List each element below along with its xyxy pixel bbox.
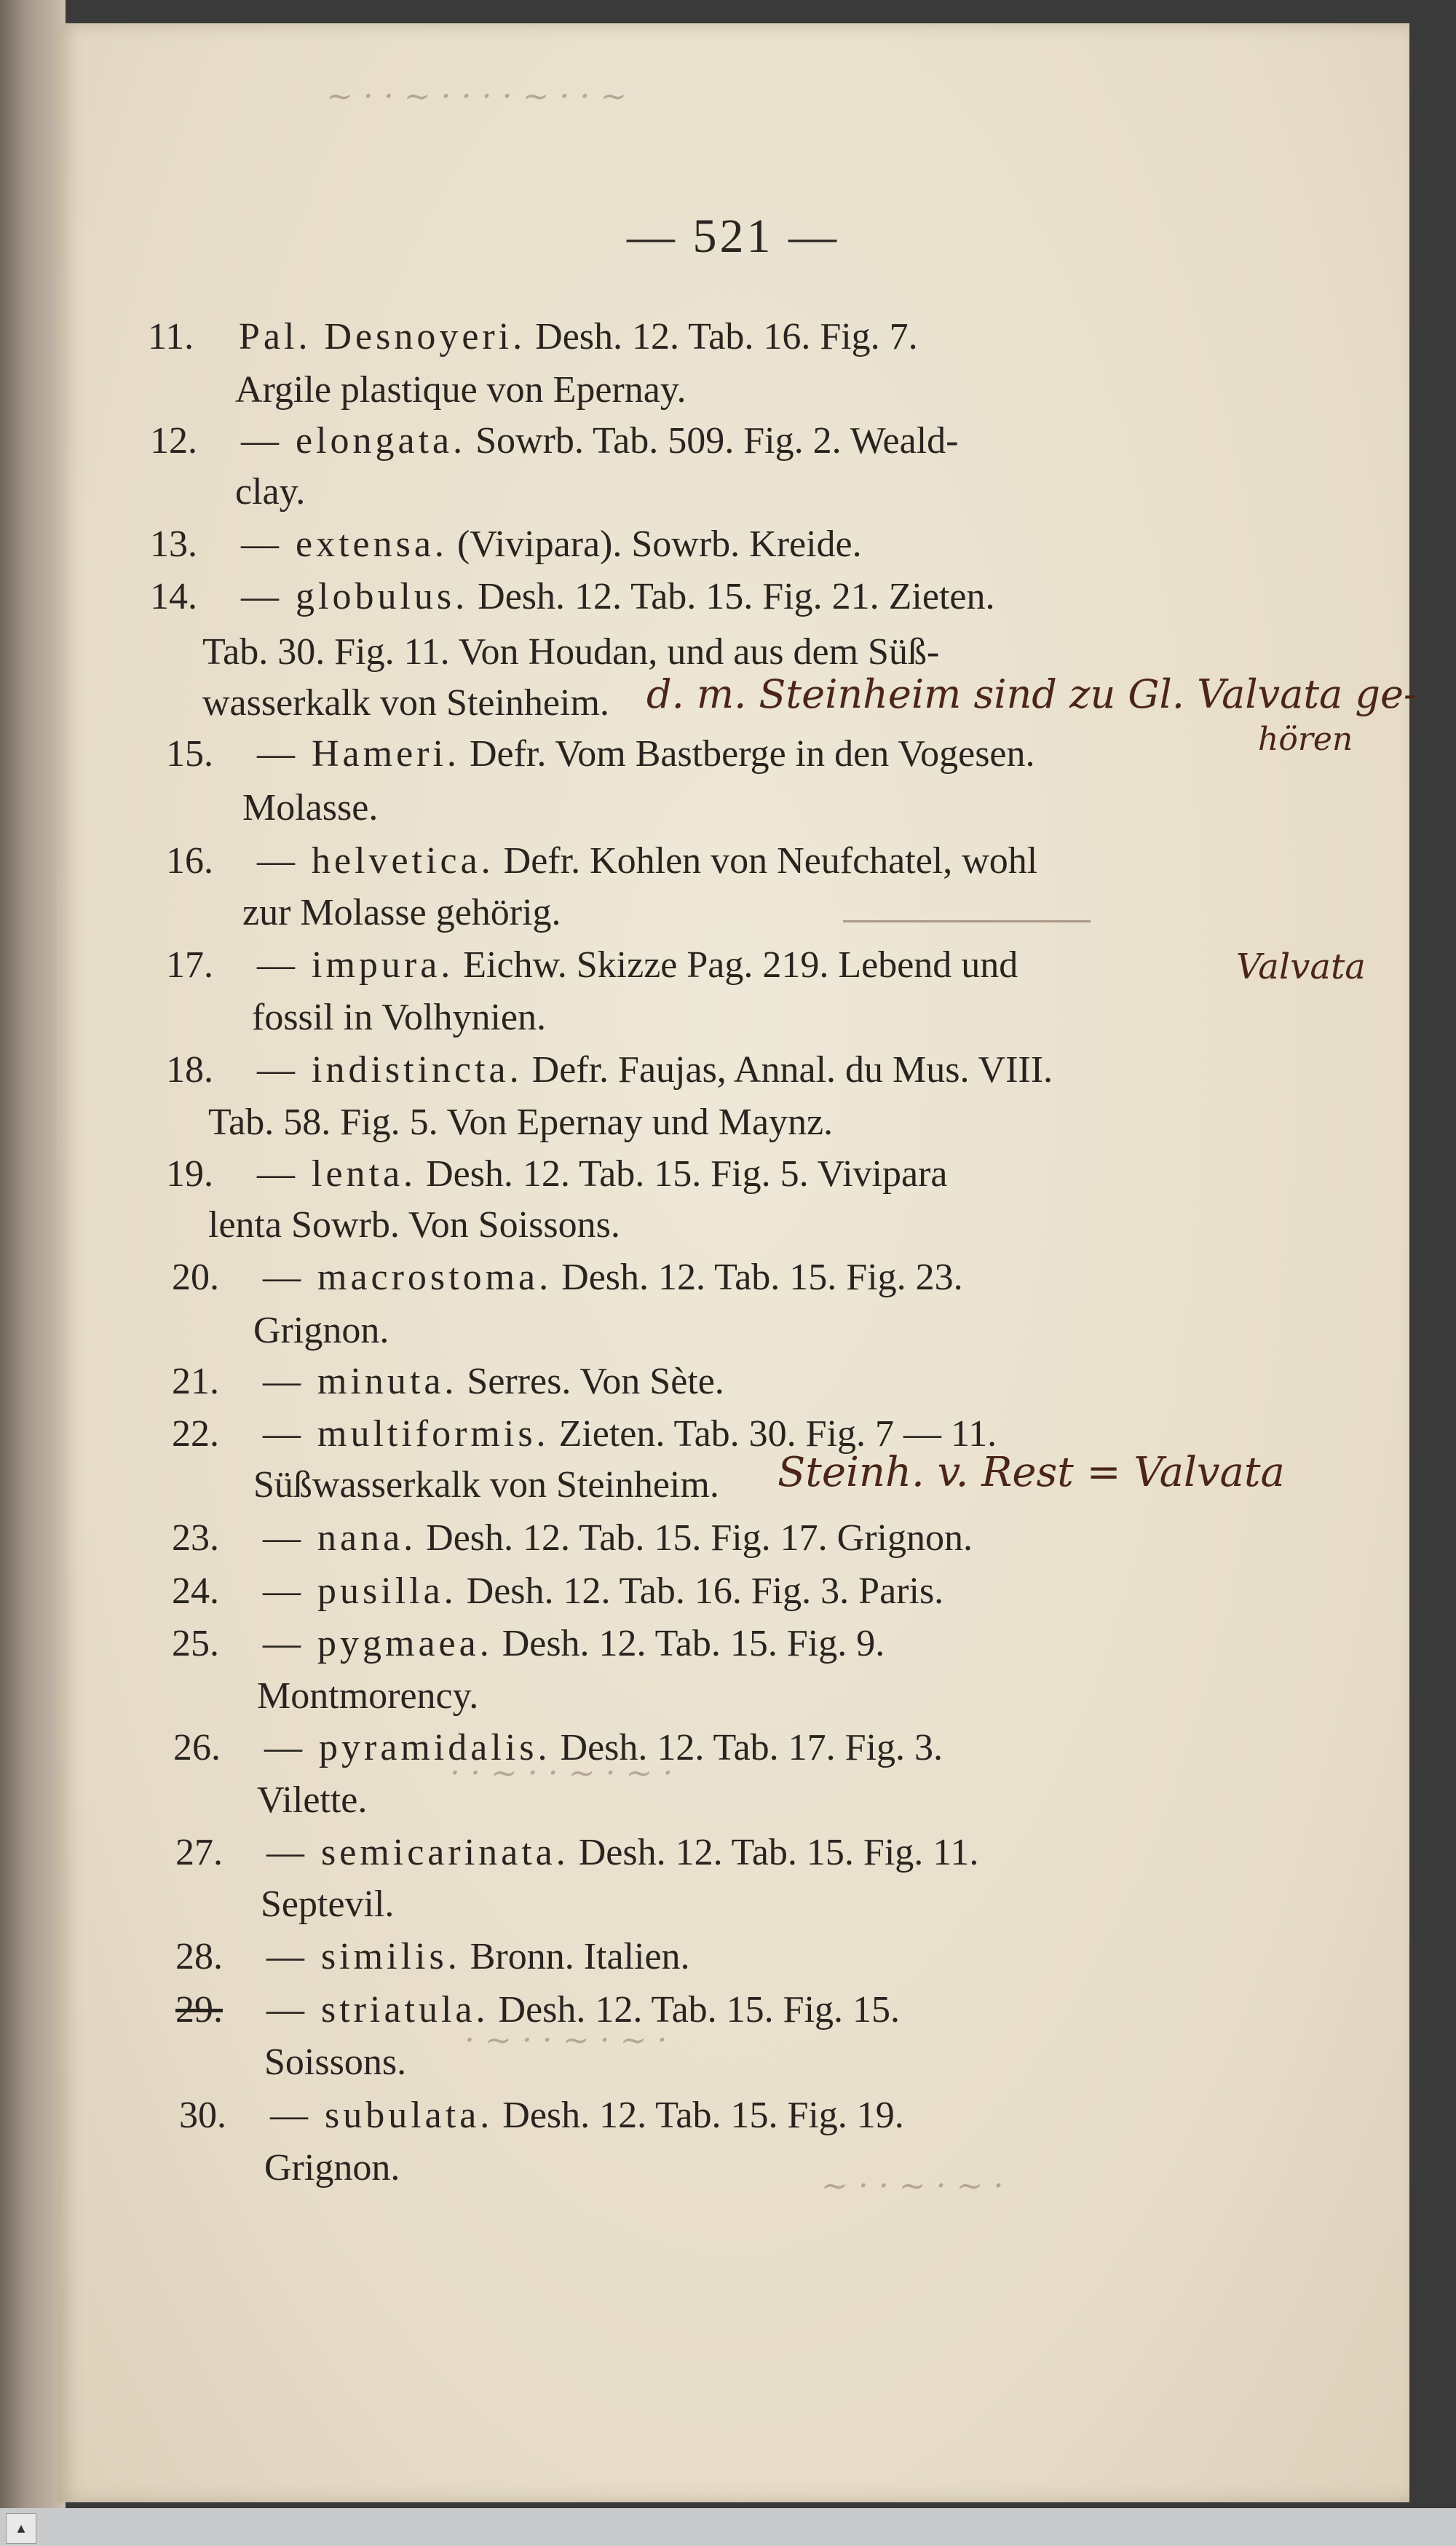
entry-19-cont: lenta Sowrb. Von Soissons. [208,1204,620,1246]
entry-29-cont: Soissons. [264,2041,407,2083]
species-name: — Hameri. [257,733,460,775]
entry-15: 15. — Hameri. Defr. Vom Bastberge in den Vogesen. [166,733,1035,775]
entry-19: 19. — lenta. Desh. 12. Tab. 15. Fig. 5. Vivipara [166,1153,948,1195]
entry-14-cont2: wasserkalk von Steinheim. [202,682,609,724]
entry-22: 22. — multiformis. Zieten. Tab. 30. Fig. 7 — 11. [172,1413,997,1455]
library-logo-icon: ▲ [6,2513,36,2544]
species-name: — pyramidalis. [264,1727,551,1768]
entry-25-cont: Montmorency. [257,1675,479,1717]
species-name: — nana. [263,1517,417,1559]
entry-17: 17. — impura. Eichw. Skizze Pag. 219. Lebend und [166,944,1018,986]
species-name: — elongata. [241,420,467,462]
species-name: — globulus. [241,576,469,617]
faint-annotation-26: · · ~ · · ~ · ~ · [450,1755,673,1792]
species-name: — striatula. [266,1989,489,2031]
entry-15-cont: Molasse. [242,787,379,829]
entry-16-cont: zur Molasse gehörig. [242,892,561,933]
entry-16: 16. — helvetica. Defr. Kohlen von Neufchatel, wohl [166,840,1038,882]
entry-12: 12. — elongata. Sowrb. Tab. 509. Fig. 2. Weald- [150,420,959,462]
entry-14-cont: Tab. 30. Fig. 11. Von Houdan, und aus dem Süß- [202,631,940,673]
entry-24: 24. — pusilla. Desh. 12. Tab. 16. Fig. 3. Paris. [172,1570,944,1612]
entry-11-cont: Argile plastique von Epernay. [235,369,687,411]
species-name: — multiformis. [263,1413,550,1455]
species-name: — similis. [266,1936,461,1977]
bleed-through-bottom: ~ · · ~ · ~ · [821,2167,1004,2205]
species-name: Pal. Desnoyeri. [239,316,526,357]
entry-18: 18. — indistincta. Defr. Faujas, Annal. du Mus. VIII. [166,1049,1053,1091]
faint-annotation-29: · ~ · · ~ · ~ · [464,2022,668,2059]
pencil-mark [843,920,1091,922]
handwritten-note-22: Steinh. v. Rest = Valvata [778,1449,1285,1496]
handwritten-note-14b: hören [1258,721,1353,758]
entry-27: 27. — semicarinata. Desh. 12. Tab. 15. Fig. 11. [175,1832,979,1873]
scan-bottom-strip [0,2508,1456,2546]
entry-28: 28. — similis. Bronn. Italien. [175,1936,690,1977]
entry-27-cont: Septevil. [261,1883,395,1925]
species-name: — pygmaea. [263,1623,493,1664]
entry-25: 25. — pygmaea. Desh. 12. Tab. 15. Fig. 9. [172,1623,885,1664]
book-page [57,23,1417,2502]
entry-11: 11. Pal. Desnoyeri. Desh. 12. Tab. 16. Fig. 7. [148,316,918,357]
page-number: — 521 — [627,210,839,263]
entry-18-cont: Tab. 58. Fig. 5. Von Epernay und Maynz. [208,1102,834,1143]
species-name: — pusilla. [263,1570,457,1612]
entry-21: 21. — minuta. Serres. Von Sète. [172,1361,724,1402]
entry-17-cont: fossil in Volhynien. [252,997,547,1038]
species-name: — indistincta. [257,1049,523,1091]
scan-book-edge [0,0,66,2508]
entry-30-cont: Grignon. [264,2147,400,2189]
entry-26-cont: Vilette. [257,1779,368,1821]
entry-22-cont: Süßwasserkalk von Steinheim. [253,1464,719,1506]
entry-20-cont: Grignon. [253,1310,389,1351]
handwritten-note-17: Valvata [1236,946,1366,987]
species-name: — semicarinata. [266,1832,569,1873]
species-name: — macrostoma. [263,1257,553,1298]
entry-20: 20. — macrostoma. Desh. 12. Tab. 15. Fig. 23. [172,1257,963,1298]
entry-12-cont: clay. [235,471,306,513]
entry-23: 23. — nana. Desh. 12. Tab. 15. Fig. 17. Grignon. [172,1517,973,1559]
species-name: — helvetica. [257,840,494,882]
entry-30: 30. — subulata. Desh. 12. Tab. 15. Fig. 19. [179,2095,904,2136]
species-name: — subulata. [270,2095,494,2136]
bleed-through-top: ~ · · ~ · · · · ~ · · ~ [326,78,628,115]
entry-14: 14. — globulus. Desh. 12. Tab. 15. Fig. 21. Zieten. [150,576,995,617]
entry-13: 13. — extensa. (Vivipara). Sowrb. Kreide. [150,523,862,565]
entry-26: 26. — pyramidalis. Desh. 12. Tab. 17. Fig. 3. [173,1727,943,1768]
species-name: — minuta. [263,1361,458,1402]
species-name: — extensa. [241,523,448,565]
entry-29: 29. — striatula. Desh. 12. Tab. 15. Fig. 15. [175,1989,901,2031]
species-name: — lenta. [257,1153,417,1195]
handwritten-note-14: d. m. Steinheim sind zu Gl. Valvata ge- [646,671,1417,717]
species-name: — impura. [257,944,454,986]
